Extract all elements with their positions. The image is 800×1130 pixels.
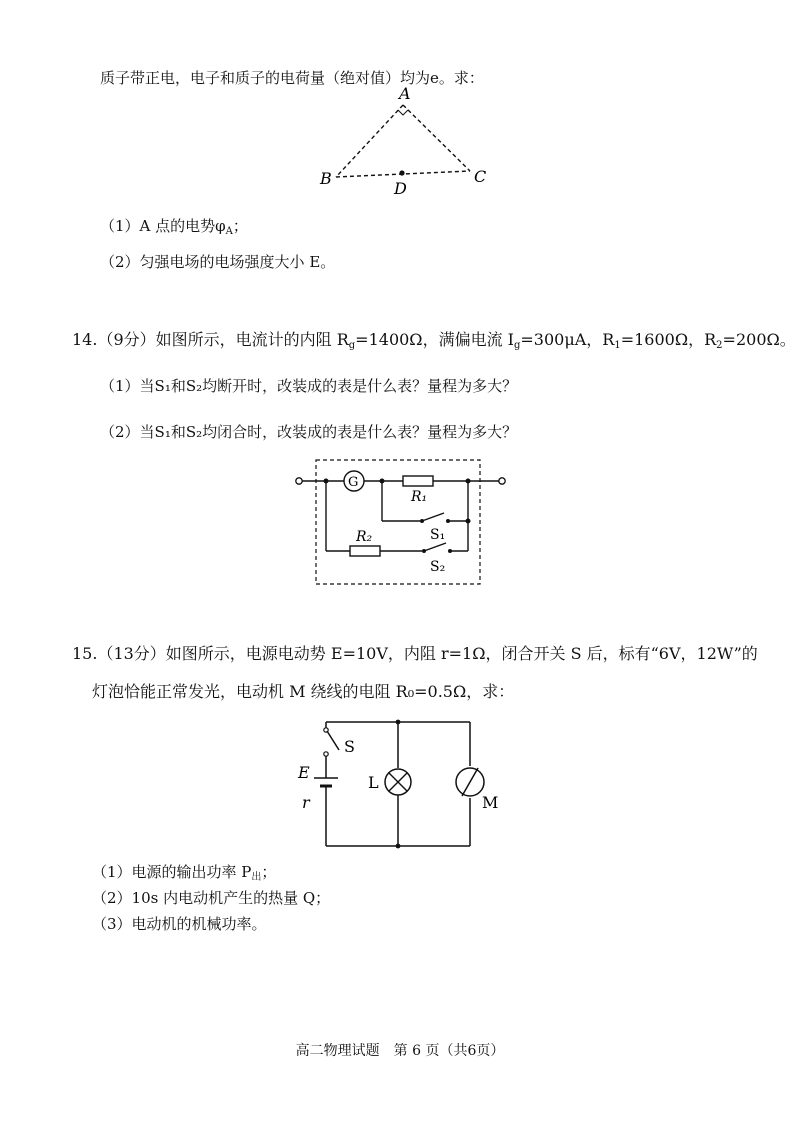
resistor-r1 [403,476,433,486]
page-footer: 高二物理试题 第 6 页（共6页） [295,1043,505,1059]
terminal-left [296,478,302,484]
q15-circuit-diagram [290,714,499,854]
q14-circuit-diagram [290,455,515,590]
motor-label: M [482,793,499,812]
q13-sub1-text: （1）A 点的电势φ [100,217,226,235]
q14-head [72,330,796,356]
q14-ig-val: =300μA，R [520,330,615,349]
label-c: C [474,167,487,186]
right-angle-mark [398,110,408,115]
q14-rg-sub: g [348,340,356,351]
q15-sub1 [92,862,276,888]
q14-sub2: （2）当S₁和S₂均闭合时，改装成的表是什么表？量程为多大？ [100,423,518,441]
q13-sub1-end: ； [232,217,248,235]
q15-sub2: （2）10s 内电动机产生的热量 Q； [92,889,331,907]
edge-ac [403,105,470,171]
terminal-right [499,478,505,484]
q14-head-text: 14.（9分）如图所示，电流计的内阻 R [72,330,349,349]
label-a: A [399,84,411,103]
q13-sub1-subscript: A [225,226,233,237]
q15-line2: 灯泡恰能正常发光，电动机 M 绕线的电阻 R₀=0.5Ω，求： [92,682,515,701]
r1-label: R₁ [411,489,428,505]
q14-r2-val: =200Ω。 [722,330,796,349]
q14-r2-sub: 2 [716,340,723,351]
q15-line1: 15.（13分）如图所示，电源电动势 E=10V，内阻 r=1Ω，闭合开关 S 后，标有“6V，12W”的 [72,644,758,663]
edge-ab [336,105,403,177]
s2-label: S₂ [430,559,446,575]
q15-sub1-text: （1）电源的输出功率 P [92,863,252,881]
galvanometer-label: G [348,475,359,490]
q14-sub1: （1）当S₁和S₂均断开时，改装成的表是什么表？量程为多大？ [100,377,518,395]
switch-s-blade [327,731,339,750]
q15-sub1-end: ； [261,863,277,881]
internal-resistance-label: r [302,793,310,812]
resistor-r2 [350,546,380,556]
q14-rg-val: =1400Ω，满偏电流 I [355,330,514,349]
q13-sub1 [100,216,248,242]
point-d [399,170,404,175]
emf-label: E [298,763,310,782]
s1-label: S₁ [430,527,446,543]
q15-sub3: （3）电动机的机械功率。 [92,915,267,933]
switch-s2-blade [424,543,446,551]
label-d: D [394,179,407,198]
q13-sub2: （2）匀强电场的电场强度大小 E。 [100,253,336,271]
q14-r1-sub: 1 [614,340,621,351]
switch-label: S [344,737,355,756]
r2-label: R₂ [356,529,373,545]
lamp-label: L [368,773,379,792]
q13-intro: 质子带正电，电子和质子的电荷量（绝对值）均为e。求： [100,69,484,87]
q14-r1-val: =1600Ω，R [620,330,717,349]
label-b: B [320,169,332,188]
switch-s1-blade [422,513,444,521]
q14-ig-sub: g [513,340,521,351]
q13-triangle-diagram [310,85,510,200]
q15-sub1-subscript: 出 [251,872,262,883]
dashed-box [316,460,480,584]
